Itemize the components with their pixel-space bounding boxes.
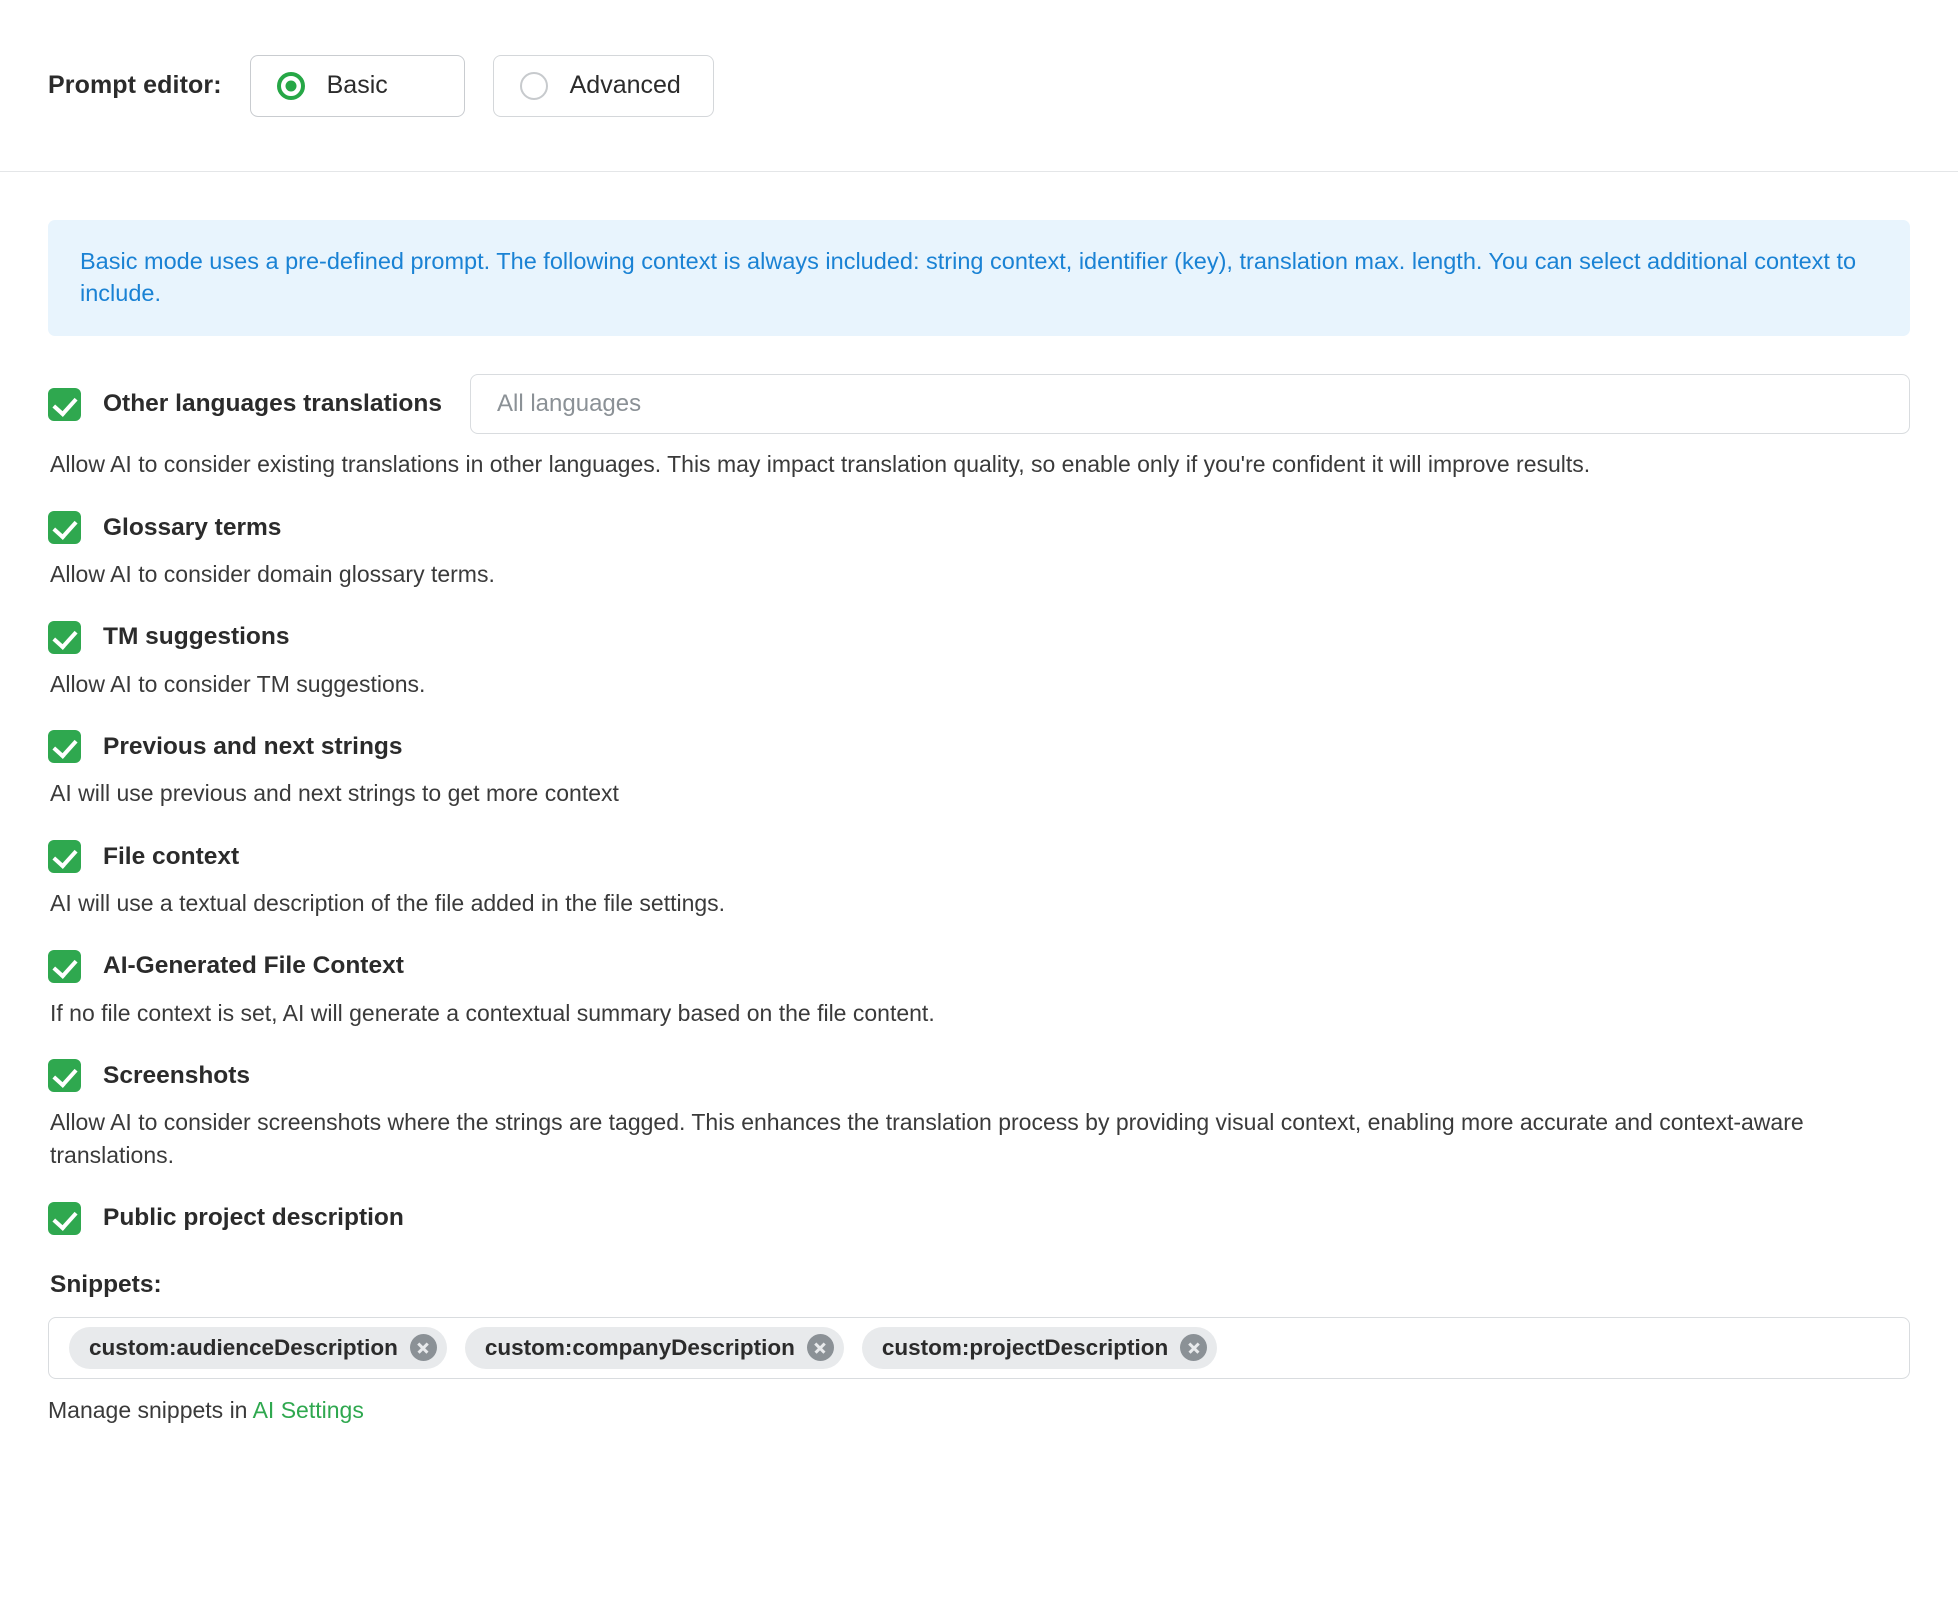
checkbox-ai-generated-file-context[interactable]: [48, 950, 81, 983]
checkbox-other-languages-translations[interactable]: [48, 388, 81, 421]
radio-dot-advanced-icon: [520, 72, 548, 100]
checkbox-public-project-description[interactable]: [48, 1202, 81, 1235]
checkbox-previous-and-next-strings[interactable]: [48, 730, 81, 763]
option-title-public-project-description: Public project description: [103, 1204, 404, 1232]
option-previous-and-next-strings: [48, 730, 1910, 810]
settings-content: [0, 220, 1958, 1424]
ai-settings-link[interactable]: AI Settings: [252, 1396, 364, 1423]
checkbox-tm-suggestions[interactable]: [48, 621, 81, 654]
option-title-tm-suggestions: TM suggestions: [103, 623, 290, 651]
option-glossary-terms: [48, 511, 1910, 591]
checkbox-screenshots[interactable]: [48, 1059, 81, 1092]
option-title-other-languages-translations: Other languages translations: [103, 390, 442, 418]
info-banner: Basic mode uses a pre-defined prompt. The following context is always included: string context, identifier (key), translation max. length. You can select additional context to include.: [48, 220, 1910, 336]
radio-label-advanced: Advanced: [569, 71, 681, 99]
option-title-ai-generated-file-context: AI-Generated File Context: [103, 952, 404, 980]
prompt-editor-toolbar: [0, 0, 1958, 172]
snippet-chip-label: custom:companyDescription: [484, 1334, 795, 1360]
snippet-chip-label: custom:projectDescription: [881, 1334, 1169, 1360]
languages-select-value: All languages: [497, 390, 642, 418]
context-options-list: [48, 374, 1910, 1234]
option-tm-suggestions: [48, 621, 1910, 701]
radio-label-basic: Basic: [326, 71, 388, 99]
snippets-label: Snippets:: [50, 1270, 162, 1298]
option-ai-generated-file-context: [48, 950, 1910, 1030]
manage-snippets-text: [48, 1397, 1910, 1424]
snippet-chip[interactable]: [862, 1327, 1217, 1369]
close-icon[interactable]: [410, 1334, 437, 1361]
option-desc-glossary-terms: Allow AI to consider domain glossary terms.: [50, 561, 495, 588]
snippet-chip[interactable]: [69, 1327, 447, 1369]
option-public-project-description: [48, 1202, 1910, 1235]
option-desc-screenshots: Allow AI to consider screenshots where the strings are tagged. This enhances the translation process by providing visual context, enabling more accurate and context-aware translations.: [50, 1109, 1804, 1168]
option-desc-ai-generated-file-context: If no file context is set, AI will generate a contextual summary based on the file content.: [50, 999, 935, 1026]
checkbox-glossary-terms[interactable]: [48, 511, 81, 544]
snippets-field[interactable]: [48, 1317, 1910, 1379]
radio-dot-basic-icon: [277, 72, 305, 100]
option-title-file-context: File context: [103, 842, 240, 870]
option-desc-tm-suggestions: Allow AI to consider TM suggestions.: [50, 670, 426, 697]
option-file-context: [48, 840, 1910, 920]
manage-snippets-prefix: Manage snippets in: [48, 1396, 253, 1423]
option-desc-previous-and-next-strings: AI will use previous and next strings to get more context: [50, 780, 619, 807]
checkbox-file-context[interactable]: [48, 840, 81, 873]
close-icon[interactable]: [807, 1334, 834, 1361]
option-title-glossary-terms: Glossary terms: [103, 513, 282, 541]
option-desc-other-languages-translations: Allow AI to consider existing translations in other languages. This may impact translation quality, so enable only if you're confident it will improve results.: [50, 451, 1591, 478]
prompt-editor-radio-group: [250, 55, 714, 117]
option-desc-file-context: AI will use a textual description of the file added in the file settings.: [50, 890, 726, 916]
option-title-previous-and-next-strings: Previous and next strings: [103, 732, 403, 760]
option-other-languages-translations: [48, 374, 1910, 481]
snippet-chip[interactable]: [465, 1327, 844, 1369]
prompt-editor-label: Prompt editor:: [48, 71, 222, 99]
option-title-screenshots: Screenshots: [103, 1061, 251, 1089]
option-screenshots: [48, 1059, 1910, 1171]
radio-option-advanced[interactable]: [493, 55, 714, 117]
radio-option-basic[interactable]: [250, 55, 465, 117]
snippet-chip-label: custom:audienceDescription: [89, 1334, 398, 1360]
languages-select[interactable]: [470, 374, 1910, 434]
close-icon[interactable]: [1180, 1334, 1207, 1361]
